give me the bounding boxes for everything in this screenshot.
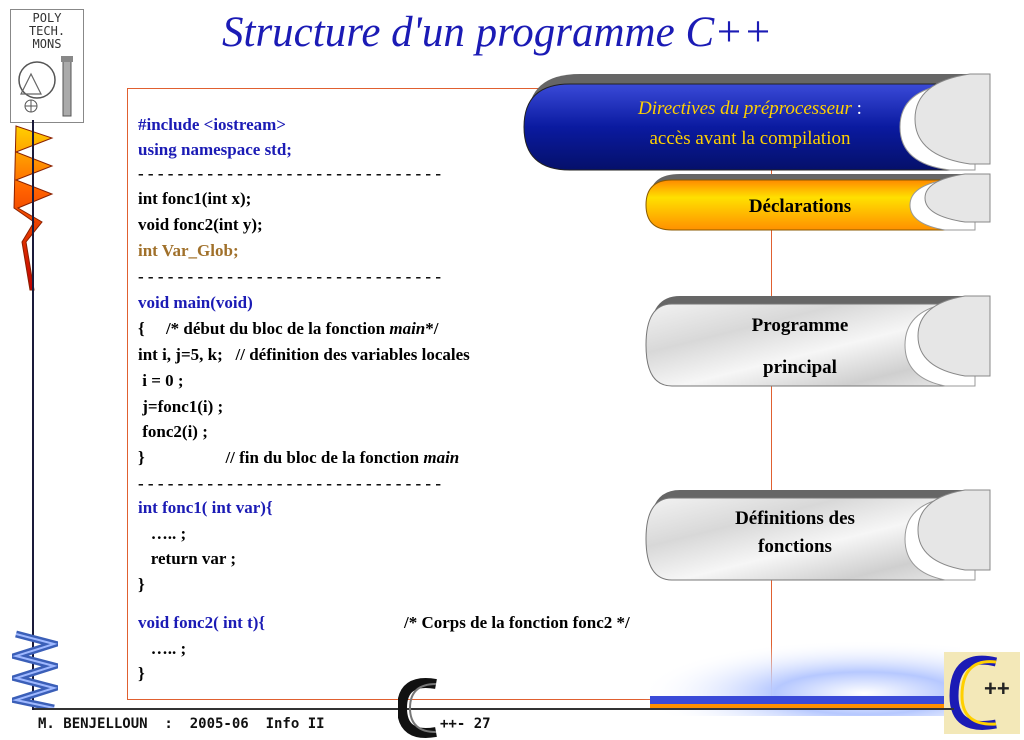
code-main-close-text: } // fin du bloc de la fonction xyxy=(138,448,424,467)
cpp-logo-icon xyxy=(944,652,1020,734)
code-line-include: #include <iostream> xyxy=(138,115,286,134)
polytech-mons-logo xyxy=(10,9,84,123)
code-separator-1: - - - - - - - - - - - - - - - - - - - - - - - - - - - - - - - xyxy=(138,164,441,183)
main-program-label-line1: Programme xyxy=(751,315,849,336)
svg-text:++: ++ xyxy=(984,676,1010,701)
code-main-close-italic: main xyxy=(423,448,460,467)
code-line-main-open xyxy=(138,319,439,339)
code-separator-3: - - - - - - - - - - - - - - - - - - - - - - - - - - - - - - - xyxy=(138,474,441,493)
preprocessor-label-colon: : xyxy=(851,98,862,119)
code-line-locals: int i, j=5, k; // définition des variables locales xyxy=(138,345,470,364)
code-line-fonc1-decl: int fonc1(int x); xyxy=(138,189,252,208)
code-main-open-italic: main xyxy=(389,319,426,338)
code-main-open-text: { /* début du bloc de la fonction xyxy=(138,319,390,338)
code-line-global-var: int Var_Glob; xyxy=(138,241,239,260)
slide-title: Structure d'un programme C++ xyxy=(222,9,773,56)
code-line-fonc2-def: void fonc2( int t){ xyxy=(138,613,266,632)
definitions-label-line2: fonctions xyxy=(758,536,832,557)
logo-line-2: TECH. xyxy=(28,24,66,38)
blue-zigzag-decoration-icon xyxy=(12,630,58,710)
code-line-fonc1-def: int fonc1( int var){ xyxy=(138,498,273,517)
code-line-fonc2-comment: /* Corps de la fonction fonc2 */ xyxy=(404,613,630,632)
footer-rule xyxy=(34,708,954,710)
logo-line-1: POLY xyxy=(32,11,62,25)
footer-c-logo-icon xyxy=(398,676,444,740)
code-line-j-assign: j=fonc1(i) ; xyxy=(138,397,224,416)
footer-text: M. BENJELLOUN : 2005-06 Info II xyxy=(38,716,325,732)
code-line-i-assign: i = 0 ; xyxy=(138,371,184,390)
code-line-fonc1-return: return var ; xyxy=(138,549,237,568)
code-line-fonc2-decl: void fonc2(int y); xyxy=(138,215,263,234)
preprocessor-label-title: Directives du préprocesseur xyxy=(638,98,852,119)
code-line-fonc2-body: ….. ; xyxy=(138,639,187,658)
preprocessor-label xyxy=(560,98,940,120)
definitions-banner-shape xyxy=(646,490,990,580)
bottom-glow-decoration-icon xyxy=(640,640,960,716)
logo-line-3: MONS xyxy=(32,37,62,51)
code-line-fonc1-close: } xyxy=(138,575,145,594)
code-separator-2: - - - - - - - - - - - - - - - - - - - - - - - - - - - - - - - xyxy=(138,267,441,286)
declarations-label: Déclarations xyxy=(748,196,852,217)
left-vertical-rule xyxy=(32,120,34,710)
page-number: ++- 27 xyxy=(440,716,491,732)
code-line-fonc1-body: ….. ; xyxy=(138,524,187,543)
code-main-open-end: */ xyxy=(425,319,439,338)
code-line-main-close xyxy=(138,448,459,468)
code-line-namespace: using namespace std; xyxy=(138,140,292,159)
definitions-label-line1: Définitions des xyxy=(735,508,855,529)
preprocessor-sublabel: accès avant la compilation xyxy=(649,128,851,149)
code-line-main-signature: void main(void) xyxy=(138,293,253,312)
logo-emblem-icon xyxy=(13,54,81,120)
code-line-fonc2-call: fonc2(i) ; xyxy=(138,422,208,441)
main-program-label-line2: principal xyxy=(763,357,837,378)
code-line-fonc2-close: } xyxy=(138,664,145,683)
flame-zigzag-decoration-icon xyxy=(12,122,56,292)
preprocessor-banner-shape xyxy=(524,74,990,170)
